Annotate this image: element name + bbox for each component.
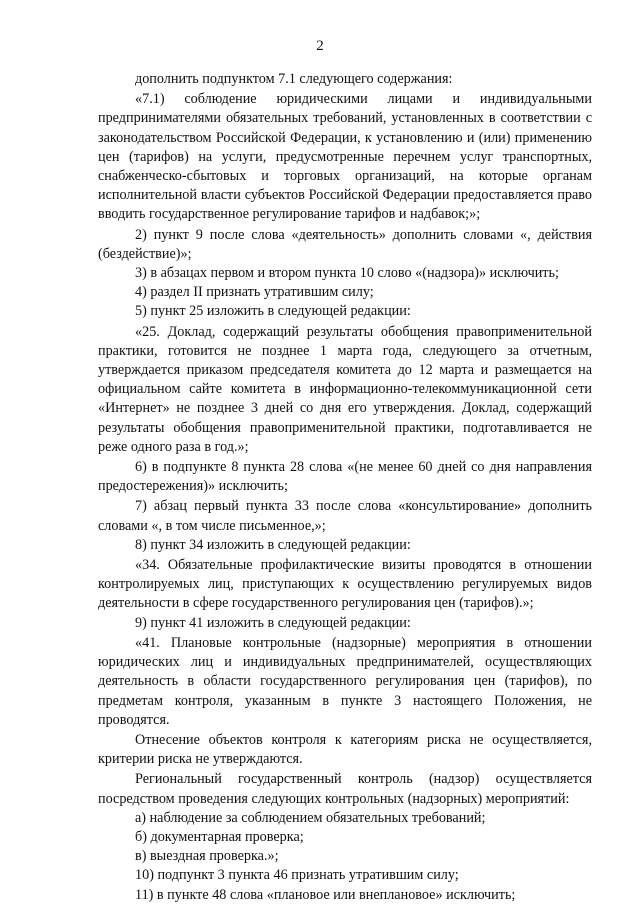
paragraph-item-4: 4) раздел II признать утратившим силу; xyxy=(135,284,374,301)
page-number: 2 xyxy=(316,38,324,54)
paragraph-item-6: 6) в подпункте 8 пункта 28 слова «(не менее 60 дней со дня направления предостережения)» исключить; xyxy=(98,459,592,495)
paragraph-subpoint-7-1: «7.1) соблюдение юридическими лицами и индивидуальными предпринимателями обязательных требований, установленных в соответствии с законодательством Российской Федерации, к установлению и (или) применению цен (тарифов) на услуги, предусмотренные перечнем услуг транспортных, снабженческо-сбытовых и торговых организаций, на которые органам исполнительной власти субъектов Российской Федерации предоставляется право вводить государственное регулирование тарифов и надбавок;»; xyxy=(98,91,592,223)
paragraph-item-5: 5) пункт 25 изложить в следующей редакции: xyxy=(135,303,411,320)
paragraph-item-9: 9) пункт 41 изложить в следующей редакции: xyxy=(135,614,411,631)
paragraph-point-41: «41. Плановые контрольные (надзорные) мероприятия в отношении юридических лиц и индивидуальных предпринимателей, осуществляющих деятельность в области государственного регулирования цен (тарифов), по предметам контроля, указанным в пункте 3 настоящего Положения, не проводятся. xyxy=(98,634,592,728)
paragraph-item-7: 7) абзац первый пункта 33 после слова «консультирование» дополнить словами «, в том числе письменное,»; xyxy=(98,498,592,534)
paragraph-add-subpoint-intro: дополнить подпунктом 7.1 следующего содержания: xyxy=(135,71,453,87)
paragraph-point-25: «25. Доклад, содержащий результаты обобщения правоприменительной практики, готовится не позднее 1 марта года, следующего за отчетным, утверждается приказом председателя комитета до 12 марта и размещается на официальном сайте комитета в информационно-телекоммуникационной сети «Интернет» не позднее 3 дней со дня его утверждения. Доклад, содержащий результаты обобщения правоприменительной практики, подготавливается не реже одного раза в год.»; xyxy=(98,323,592,455)
paragraph-control-measures: Региональный государственный контроль (надзор) осуществляется посредством проведения следующих контрольных (надзорных) мероприятий: xyxy=(98,771,592,807)
paragraph-item-10: 10) подпункт 3 пункта 46 признать утратившим силу; xyxy=(135,867,459,884)
paragraph-measure-b: б) документарная проверка; xyxy=(135,828,304,845)
paragraph-point-34: «34. Обязательные профилактические визиты проводятся в отношении контролируемых лиц, приступающих к осуществлению регулируемых видов деятельности в сфере государственного регулирования цен (тарифов).»; xyxy=(98,557,592,612)
paragraph-item-8: 8) пункт 34 изложить в следующей редакции: xyxy=(135,536,411,553)
paragraph-measure-c: в) выездная проверка.»; xyxy=(135,848,279,865)
paragraph-item-3: 3) в абзацах первом и втором пункта 10 слово «(надзора)» исключить; xyxy=(135,265,559,282)
document-body xyxy=(98,70,592,905)
paragraph-item-2: 2) пункт 9 после слова «деятельность» дополнить словами «, действия (бездействие)»; xyxy=(98,226,592,262)
paragraph-item-11: 11) в пункте 48 слова «плановое или внеплановое» исключить; xyxy=(135,886,516,903)
paragraph-measure-a: а) наблюдение за соблюдением обязательных требований; xyxy=(135,809,486,826)
paragraph-risk-categories: Отнесение объектов контроля к категориям риска не осуществляется, критерии риска не утверждаются. xyxy=(98,731,592,768)
